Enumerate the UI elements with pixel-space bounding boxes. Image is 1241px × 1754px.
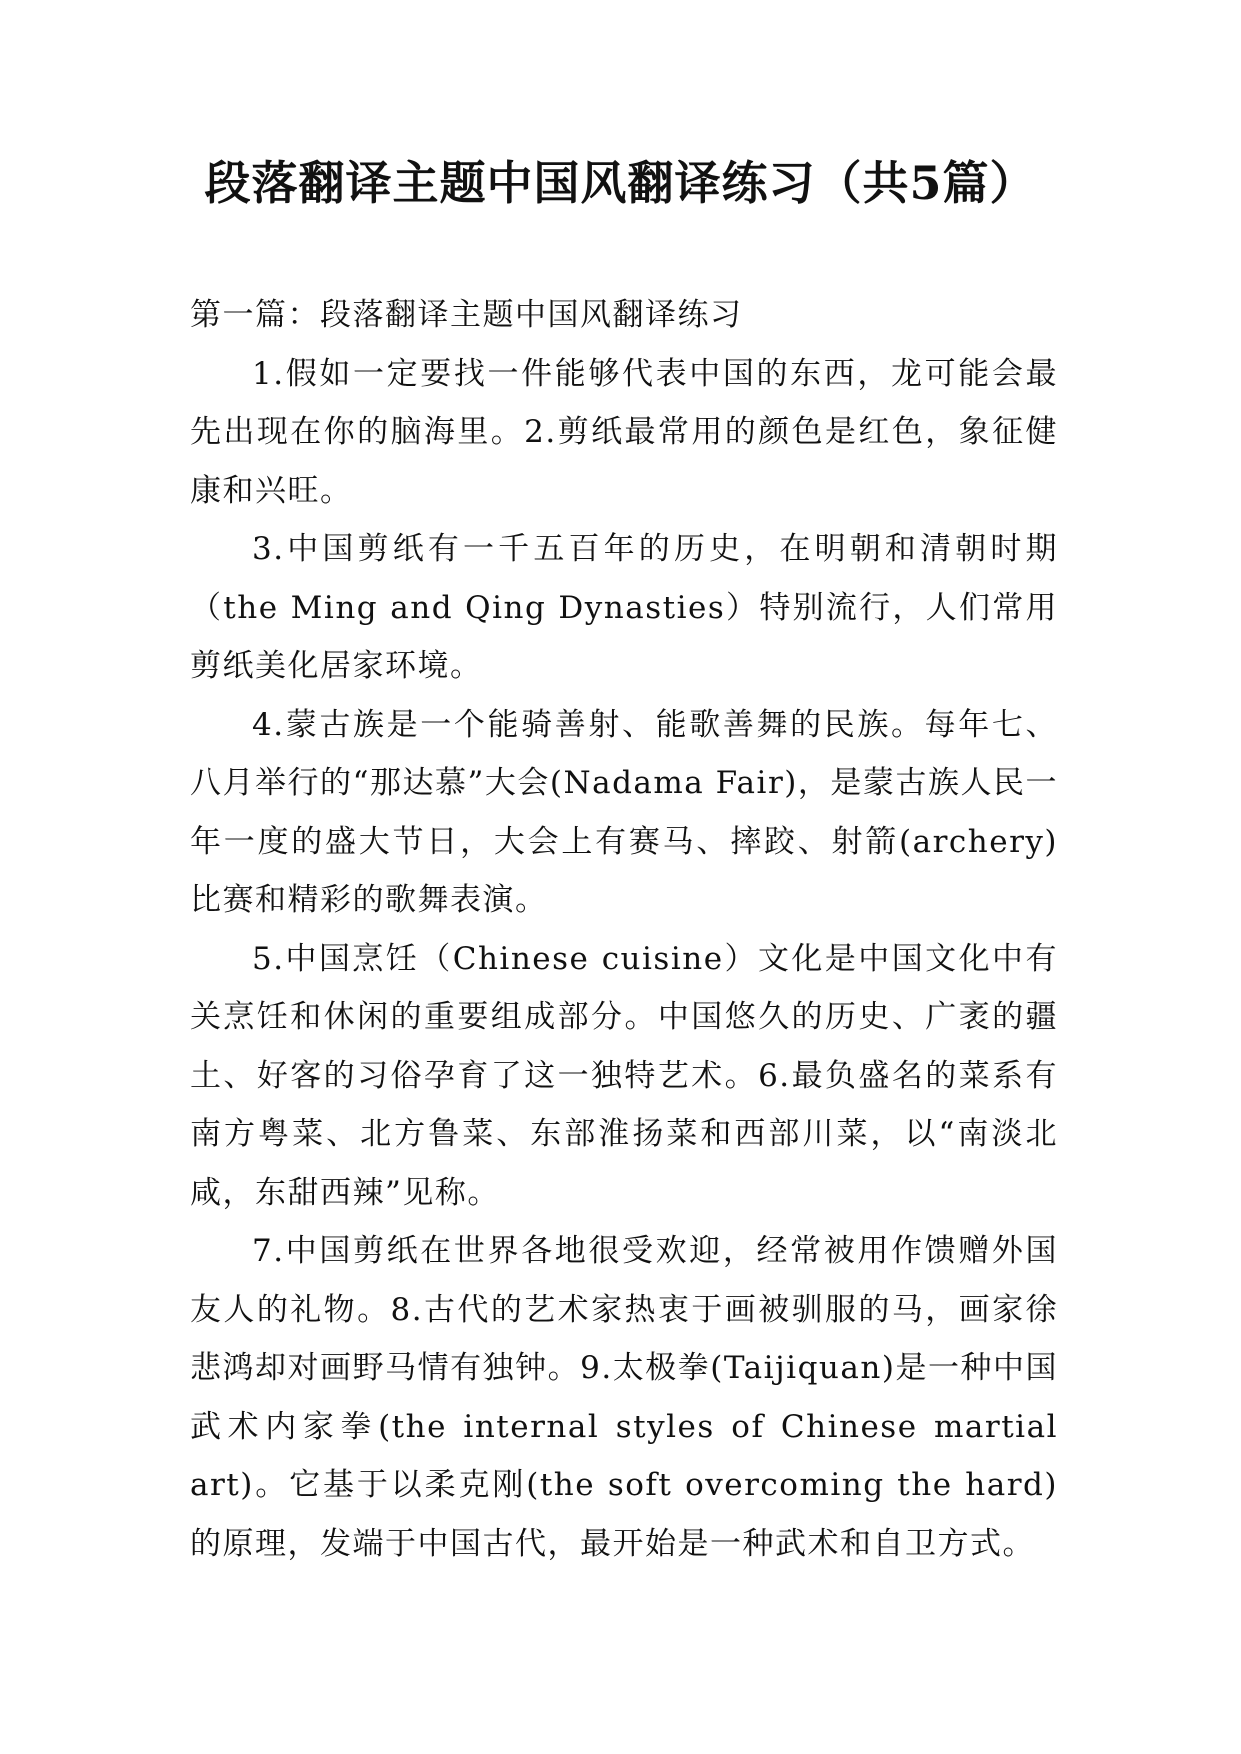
section-heading: 第一篇：段落翻译主题中国风翻译练习 — [190, 297, 743, 333]
document-body — [190, 286, 1058, 1573]
document-title: 段落翻译主题中国风翻译练习（共5篇） — [204, 156, 1037, 210]
paragraph: 5.中国烹饪（Chinese cuisine）文化是中国文化中有关烹饪和休闲的重要组成部分。中国悠久的历史、广袤的疆土、好客的习俗孕育了这一独特艺术。6.最负盛名的菜系有南方粤菜、北方鲁菜、东部淮扬菜和西部川菜，以“南淡北咸，东甜西辣”见称。 — [190, 940, 1058, 1211]
paragraph: 1.假如一定要找一件能够代表中国的东西，龙可能会最先出现在你的脑海里。2.剪纸最常用的颜色是红色，象征健康和兴旺。 — [190, 355, 1058, 509]
paragraph: 3.中国剪纸有一千五百年的历史，在明朝和清朝时期（the Ming and Qing Dynasties）特别流行，人们常用剪纸美化居家环境。 — [190, 531, 1058, 684]
paragraph: 4.蒙古族是一个能骑善射、能歌善舞的民族。每年七、八月举行的“那达慕”大会(Nadama Fair)，是蒙古族人民一年一度的盛大节日，大会上有赛马、摔跤、射箭(archery)比赛和精彩的歌舞表演。 — [190, 706, 1058, 918]
paragraph: 7.中国剪纸在世界各地很受欢迎，经常被用作馈赠外国友人的礼物。8.古代的艺术家热衷于画被驯服的马，画家徐悲鸿却对画野马情有独钟。9.太极拳(Taijiquan)是一种中国武术内家拳(the internal styles of Chinese martial art)。它基于以柔克刚(the soft overcoming the hard)的原理，发端于中国古代，最开始是一种武术和自卫方式。 — [190, 1233, 1058, 1562]
